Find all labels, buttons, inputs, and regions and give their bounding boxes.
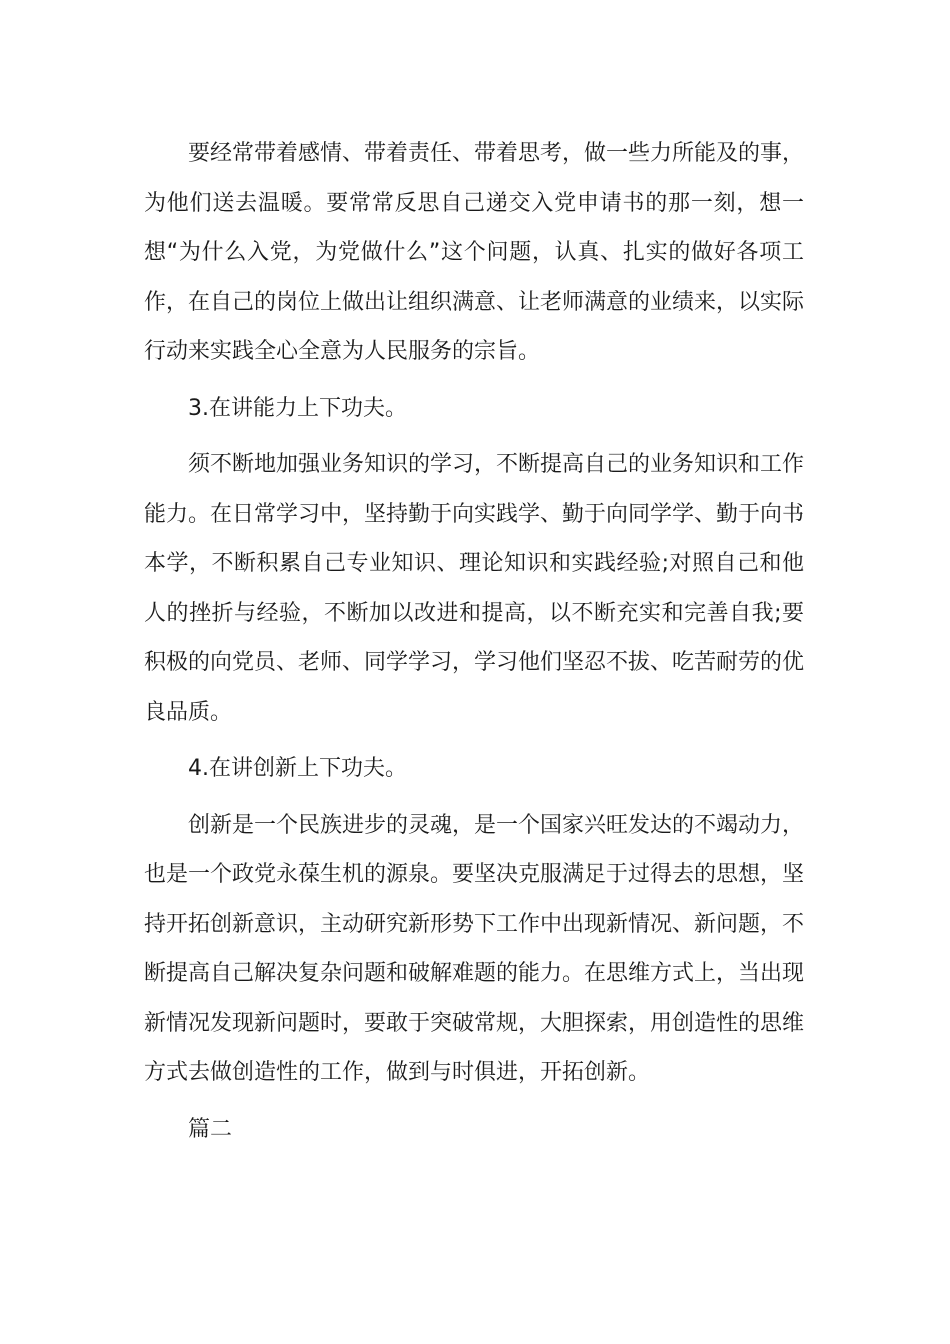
paragraph-body: 创新是一个民族进步的灵魂，是一个国家兴旺发达的不竭动力，也是一个政党永葆生机的源泉。要坚决克服满足于过得去的思想，坚持开拓创新意识，主动研究新形势下工作中出现新情况、新问题，不断提高自己解决复杂问题和破解难题的能力。在思维方式上，当出现新情况发现新问题时，要敢于突破常规，大胆探索，用创造性的思维方式去做创造性的工作，做到与时俱进，开拓创新。 [144, 812, 805, 1085]
paragraph-body: 须不断地加强业务知识的学习，不断提高自己的业务知识和工作能力。在日常学习中，坚持勤于向实践学、勤于向同学学、勤于向书本学，不断积累自己专业知识、理论知识和实践经验;对照自己和他人的挫折与经验，不断加以改进和提高，以不断充实和完善自我;要积极的向党员、老师、同学学习，学习他们坚忍不拔、吃苦耐劳的优良品质。 [144, 452, 805, 725]
document-body [144, 129, 804, 1154]
paragraph-body: 要经常带着感情、带着责任、带着思考，做一些力所能及的事，为他们送去温暖。要常常反思自己递交入党申请书的那一刻，想一想“为什么入党，为党做什么”这个问题，认真、扎实的做好各项工作，在自己的岗位上做出让组织满意、让老师满意的业绩来，以实际行动来实践全心全意为人民服务的宗旨。 [144, 141, 805, 364]
section-heading: 4.在讲创新上下功夫。 [188, 756, 407, 781]
section-heading: 篇二 [188, 1116, 233, 1142]
section-heading: 3.在讲能力上下功夫。 [188, 395, 407, 421]
